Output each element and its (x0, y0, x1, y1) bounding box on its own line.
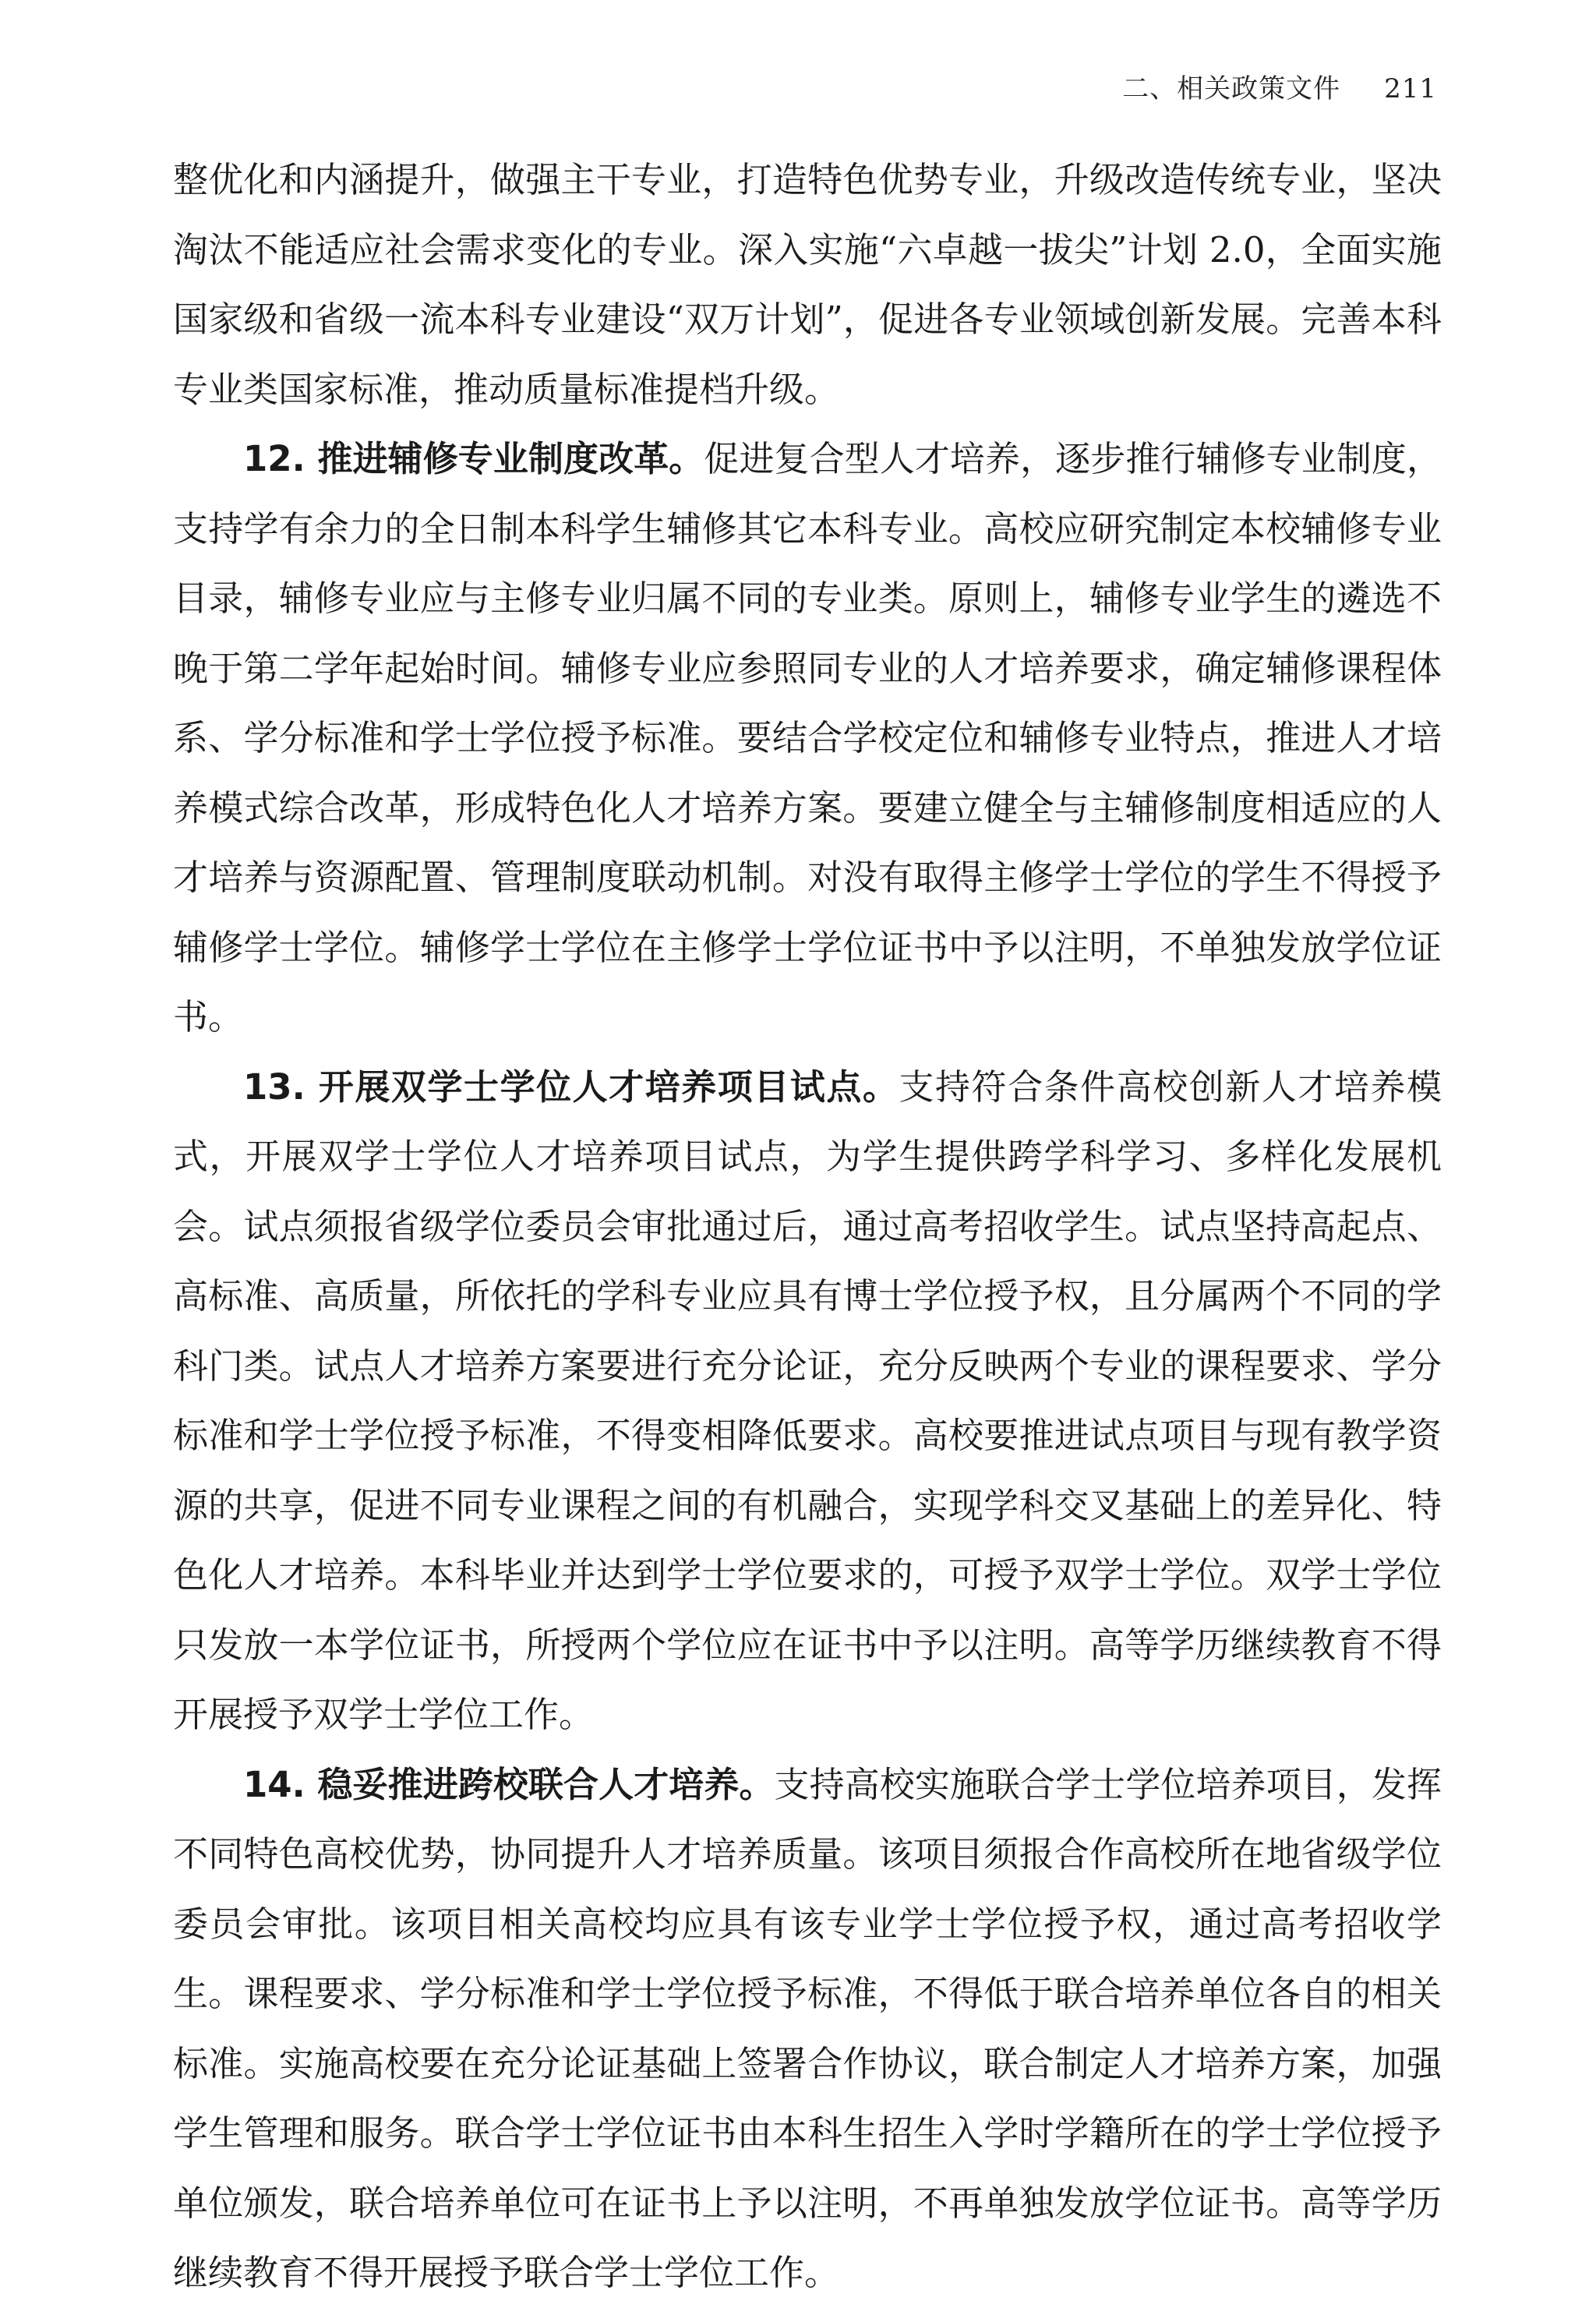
item-heading: 12. 推进辅修专业制度改革。 (243, 438, 704, 479)
paragraph-text: 促进复合型人才培养，逐步推行辅修专业制度，支持学有余力的全日制本科学生辅修其它本科专业。高校应研究制定本校辅修专业目录，辅修专业应与主修专业归属不同的专业类。原则上，辅修专业学生的遴选不晚于第二学年起始时间。辅修专业应参照同专业的人才培养要求，确定辅修课程体系、学分标准和学士学位授予标准。要结合学校定位和辅修专业特点，推进人才培养模式综合改革，形成特色化人才培养方案。要建立健全与主辅修制度相适应的人才培养与资源配置、管理制度联动机制。对没有取得主修学士学位的学生不得授予辅修学士学位。辅修学士学位在主修学士学位证书中予以注明，不单独发放学位证书。 (173, 438, 1442, 1037)
page-number: 211 (1384, 73, 1437, 104)
paragraph-text: 支持高校实施联合学士学位培养项目，发挥不同特色高校优势，协同提升人才培养质量。该项目须报合作高校所在地省级学位委员会审批。该项目相关高校均应具有该专业学士学位授予权，通过高考招收学生。课程要求、学分标准和学士学位授予标准，不得低于联合培养单位各自的相关标准。实施高校要在充分论证基础上签署合作协议，联合制定人才培养方案，加强学生管理和服务。联合学士学位证书由本科生招生入学时学籍所在的学士学位授予单位颁发，联合培养单位可在证书上予以注明，不再单独发放学位证书。高等学历继续教育不得开展授予联合学士学位工作。 (173, 1763, 1442, 2293)
paragraph-continuation (173, 145, 1442, 424)
section-title: 二、相关政策文件 (1122, 73, 1341, 104)
item-heading: 13. 开展双学士学位人才培养项目试点。 (243, 1066, 899, 1108)
item-heading: 14. 稳妥推进跨校联合人才培养。 (243, 1763, 775, 1805)
running-header (1122, 67, 1437, 105)
paragraph-item-12 (173, 424, 1442, 1052)
paragraph-text: 整优化和内涵提升，做强主干专业，打造特色优势专业，升级改造传统专业，坚决淘汰不能适应社会需求变化的专业。深入实施“六卓越一拔尖”计划 2.0，全面实施国家级和省级一流本科专业建设“双万计划”，促进各专业领域创新发展。完善本科专业类国家标准，推动质量标准提档升级。 (173, 159, 1442, 410)
document-body (173, 145, 1442, 2308)
paragraph-item-13 (173, 1052, 1442, 1750)
paragraph-text: 支持符合条件高校创新人才培养模式，开展双学士学位人才培养项目试点，为学生提供跨学科学习、多样化发展机会。试点须报省级学位委员会审批通过后，通过高考招收学生。试点坚持高起点、高标准、高质量，所依托的学科专业应具有博士学位授予权，且分属两个不同的学科门类。试点人才培养方案要进行充分论证，充分反映两个专业的课程要求、学分标准和学士学位授予标准，不得变相降低要求。高校要推进试点项目与现有教学资源的共享，促进不同专业课程之间的有机融合，实现学科交叉基础上的差异化、特色化人才培养。本科毕业并达到学士学位要求的，可授予双学士学位。双学士学位只发放一本学位证书，所授两个学位应在证书中予以注明。高等学历继续教育不得开展授予双学士学位工作。 (173, 1066, 1442, 1735)
paragraph-item-14 (173, 1750, 1442, 2308)
